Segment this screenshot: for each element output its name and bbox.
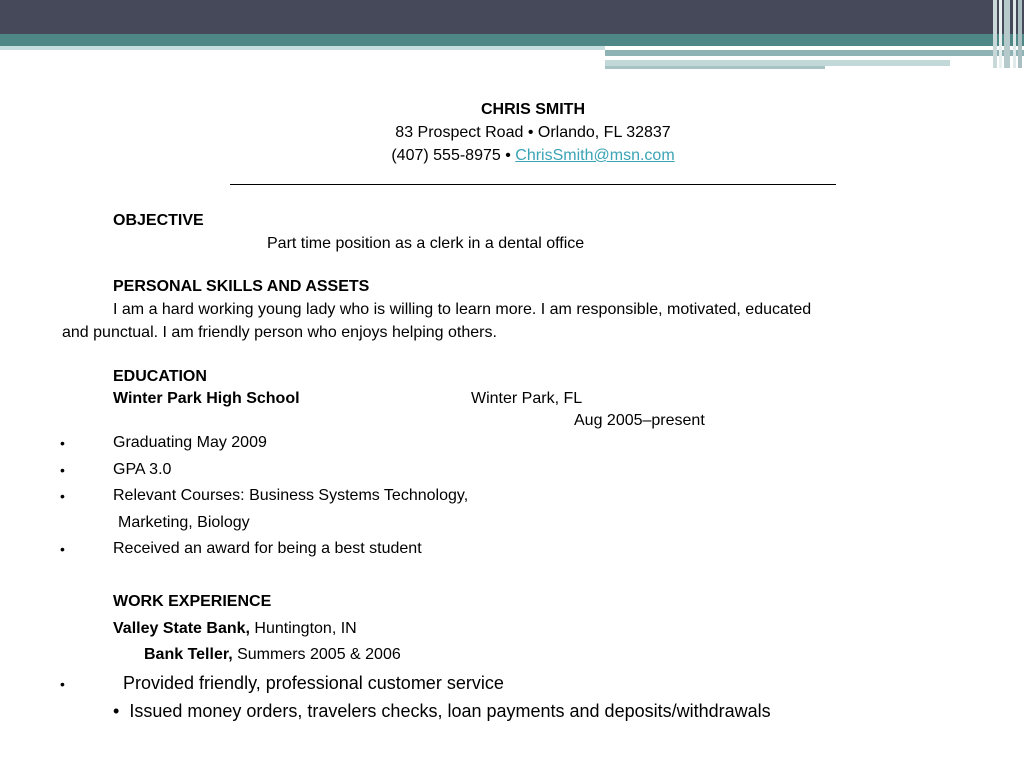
- education-bullet-continuation: Marketing, Biology: [118, 514, 250, 531]
- objective-heading: OBJECTIVE: [113, 212, 204, 229]
- work-heading: WORK EXPERIENCE: [113, 593, 272, 610]
- slide-banner: [0, 0, 1024, 80]
- bullet-marker: •: [113, 701, 120, 721]
- banner-vertical-stripe: [1004, 0, 1010, 68]
- skills-text-line-1: I am a hard working young lady who is willing to learn more. I am responsible, motivated, educated: [113, 301, 812, 318]
- banner-vertical-stripe: [993, 0, 997, 68]
- work-duty: Issued money orders, travelers checks, loan payments and deposits/withdrawals: [129, 701, 771, 721]
- objective-text: Part time position as a clerk in a dental office: [267, 235, 585, 252]
- employer-location: Huntington, IN: [254, 620, 357, 637]
- education-bullet: GPA 3.0: [113, 461, 172, 478]
- job-title-line: [144, 645, 401, 665]
- banner-stripe-3: [605, 66, 825, 69]
- banner-vertical-stripe: [1018, 0, 1022, 68]
- education-bullet: Received an award for being a best student: [113, 540, 422, 557]
- skills-text-line-2: and punctual. I am friendly person who enjoys helping others.: [62, 324, 497, 341]
- work-duty: Provided friendly, professional customer service: [123, 673, 504, 693]
- banner-vertical-stripe: [999, 0, 1002, 68]
- school-location: Winter Park, FL: [471, 390, 583, 407]
- resume-name: CHRIS SMITH: [481, 101, 585, 118]
- resume-address: 83 Prospect Road • Orlando, FL 32837: [395, 124, 671, 141]
- work-duty-line: [113, 700, 771, 722]
- education-bullet: Graduating May 2009: [113, 434, 267, 451]
- skills-heading: PERSONAL SKILLS AND ASSETS: [113, 278, 370, 295]
- bullet-marker: •: [60, 462, 65, 478]
- job-title: Bank Teller,: [144, 646, 233, 663]
- employer-name: Valley State Bank,: [113, 620, 250, 637]
- email-link[interactable]: ChrisSmith@msn.com: [515, 147, 675, 164]
- bullet-marker: •: [60, 676, 65, 692]
- resume-phone: (407) 555-8975 •: [391, 147, 511, 164]
- resume-contact-line: [21, 146, 1024, 166]
- banner-vertical-stripe: [1013, 0, 1016, 68]
- banner-teal-band: [0, 34, 1024, 46]
- banner-dark-band: [0, 0, 1024, 34]
- school-dates: Aug 2005–present: [574, 412, 705, 429]
- employer-line: [113, 619, 357, 639]
- education-heading: EDUCATION: [113, 368, 207, 385]
- header-divider: [230, 184, 836, 185]
- job-dates: Summers 2005 & 2006: [237, 646, 401, 663]
- bullet-marker: •: [60, 435, 65, 451]
- banner-light-stripe: [0, 46, 605, 50]
- school-name: Winter Park High School: [113, 390, 300, 407]
- bullet-marker: •: [60, 488, 65, 504]
- education-bullet: Relevant Courses: Business Systems Technology,: [113, 487, 469, 504]
- banner-stripe-1: [605, 50, 1024, 56]
- bullet-marker: •: [60, 541, 65, 557]
